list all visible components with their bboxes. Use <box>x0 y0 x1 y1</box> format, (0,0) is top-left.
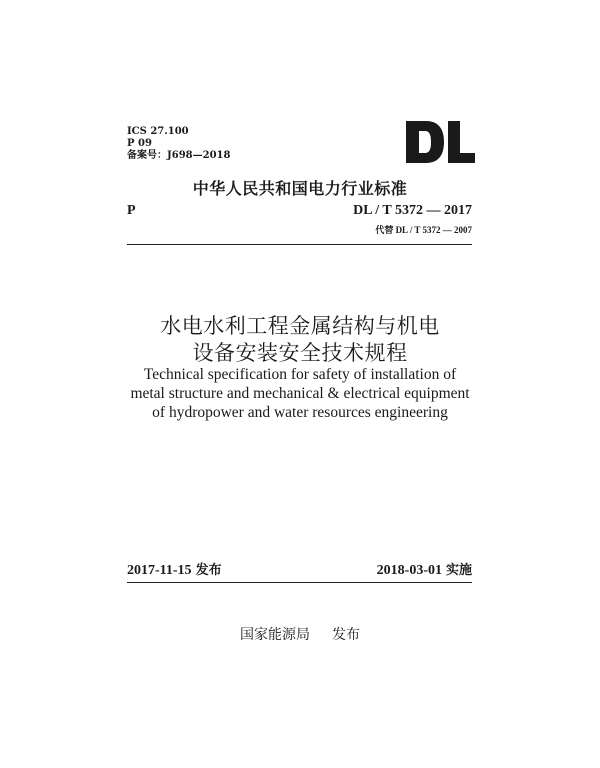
publish-label: 发布 <box>195 563 222 578</box>
authority-name: 国家能源局 <box>240 627 310 643</box>
standard-number: DL / T 5372 — 2017 <box>353 203 472 218</box>
replaces-standard: 代替 DL / T 5372 — 2007 <box>375 225 472 235</box>
issuer-title: 中华人民共和国电力行业标准 <box>192 179 408 198</box>
classification-code: P <box>127 203 136 218</box>
publish-date: 2017-11-15 <box>127 563 192 578</box>
authority-action: 发布 <box>332 627 360 643</box>
filing-number: 备案号：J698—2018 <box>127 150 231 161</box>
chinese-title-line-1: 水电水利工程金属结构与机电 <box>160 314 440 338</box>
implement-date: 2018-03-01 <box>376 563 442 578</box>
english-title-line-1: Technical specification for safety of installation of <box>143 366 457 383</box>
ics-code: ICS 27.100 <box>127 126 189 137</box>
english-title-line-2: metal structure and mechanical & electrical equipment <box>130 385 470 402</box>
dl-logo-d <box>406 121 444 163</box>
implement-label: 实施 <box>445 563 472 578</box>
bottom-divider <box>127 582 472 583</box>
issuing-authority <box>0 624 600 644</box>
chinese-title-line-2: 设备安装安全技术规程 <box>192 341 408 365</box>
english-title-line-3: of hydropower and water resources engineering <box>152 404 448 421</box>
implement-date-line <box>377 559 472 579</box>
top-divider <box>127 244 472 245</box>
publish-date-line <box>127 559 222 579</box>
dl-logo-l <box>448 121 475 163</box>
dl-logo <box>404 119 476 165</box>
ccs-code: P 09 <box>127 138 152 149</box>
